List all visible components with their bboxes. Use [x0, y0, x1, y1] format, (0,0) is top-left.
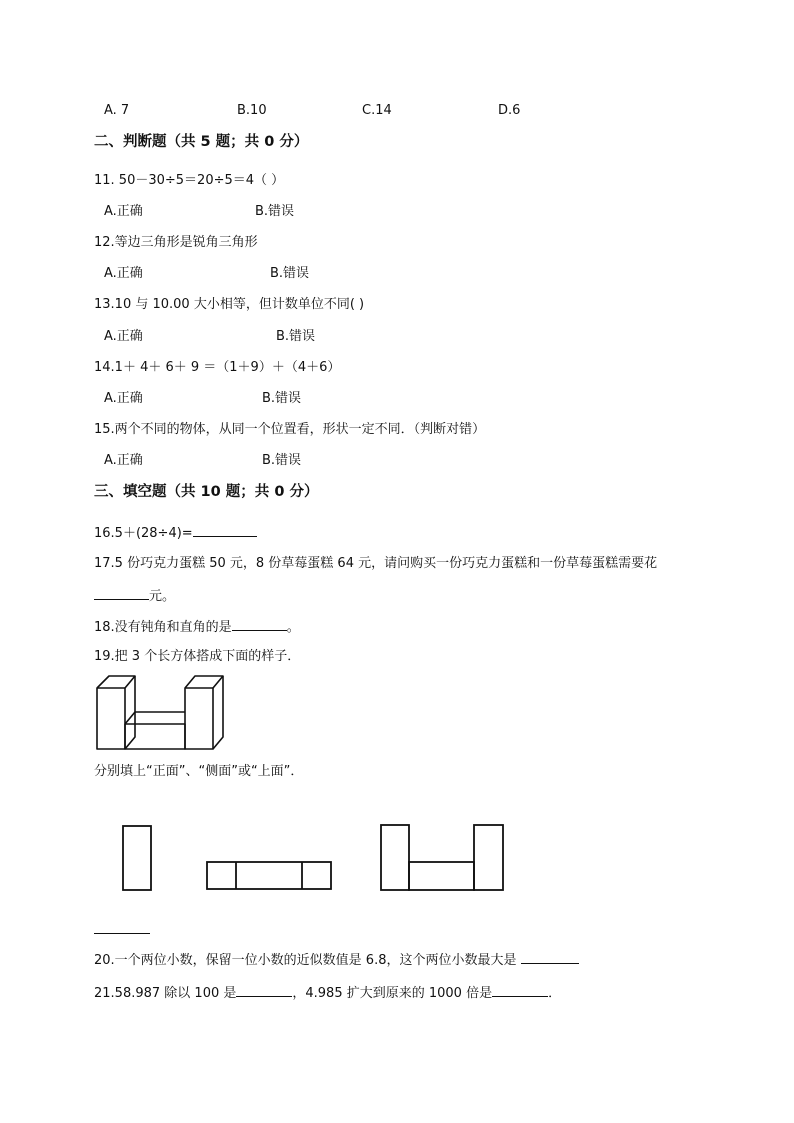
q10-option-d[interactable]: D.6 — [498, 103, 521, 118]
q20-answer-blank[interactable] — [521, 951, 579, 964]
question-17-line-2 — [94, 587, 175, 605]
q18-text: 18.没有钝角和直角的是 — [94, 620, 232, 635]
question-13: 13.10 与 10.00 大小相等，但计数单位不同( ) — [94, 297, 365, 312]
right-box-top — [185, 676, 223, 688]
q18-answer-blank[interactable] — [232, 618, 287, 631]
section-2-title: 二、判断题（共 5 题；共 0 分） — [94, 134, 309, 150]
middle-box-top — [125, 712, 185, 724]
q21-answer-blank-1[interactable] — [236, 984, 292, 997]
q17-answer-blank[interactable] — [94, 587, 149, 600]
q16-answer-blank[interactable] — [193, 524, 257, 537]
question-11: 11. 50－30÷5＝20÷5＝4（ ） — [94, 173, 285, 188]
q13-option-b[interactable]: B.错误 — [276, 329, 316, 344]
q12-option-b[interactable]: B.错误 — [270, 266, 310, 281]
right-box-front — [185, 688, 213, 749]
q14-option-a[interactable]: A.正确 — [104, 391, 143, 406]
question-20 — [94, 951, 579, 969]
q10-option-a[interactable]: A. 7 — [104, 103, 130, 118]
cuboids-figure — [95, 672, 225, 752]
question-14: 14.1＋ 4＋ 6＋ 9 ＝（1＋9）＋（4＋6） — [94, 360, 341, 375]
left-box-top — [97, 676, 135, 688]
view-side-figure — [122, 825, 154, 893]
q13-option-a[interactable]: A.正确 — [104, 329, 143, 344]
q15-option-a[interactable]: A.正确 — [104, 453, 143, 468]
question-19: 19.把 3 个长方体搭成下面的样子． — [94, 649, 301, 664]
q17-suffix: 元。 — [149, 589, 176, 604]
section-3-title: 三、填空题（共 10 题；共 0 分） — [94, 484, 319, 500]
q15-option-b[interactable]: B.错误 — [262, 453, 302, 468]
q21-suffix: ． — [548, 986, 562, 1001]
question-16 — [94, 524, 257, 542]
q20-text: 20.一个两位小数，保留一位小数的近似数值是 6.8，这个两位小数最大是 — [94, 953, 517, 968]
q16-text: 16.5＋(28÷4)= — [94, 526, 193, 541]
q10-option-b[interactable]: B.10 — [237, 103, 267, 118]
q21-text-2: ，4.985 扩大到原来的 1000 倍是 — [292, 986, 493, 1001]
q18-suffix: 。 — [286, 620, 300, 635]
question-21 — [94, 984, 561, 1002]
question-18 — [94, 618, 300, 636]
view-top-figure — [206, 860, 334, 892]
q21-text-1: 21.58.987 除以 100 是 — [94, 986, 237, 1001]
q19-answer-blank[interactable] — [94, 933, 150, 934]
left-box-front — [97, 688, 125, 749]
q12-option-a[interactable]: A.正确 — [104, 266, 143, 281]
middle-box-front — [125, 724, 185, 749]
q11-option-a[interactable]: A.正确 — [104, 204, 143, 219]
view-front-figure — [380, 823, 506, 893]
q14-option-b[interactable]: B.错误 — [262, 391, 302, 406]
question-17: 17.5 份巧克力蛋糕 50 元，8 份草莓蛋糕 64 元，请问购买一份巧克力蛋糕和一份草莓蛋糕需要花 — [94, 556, 658, 571]
question-15: 15.两个不同的物体，从同一个位置看，形状一定不同．（判断对错） — [94, 422, 486, 437]
q21-answer-blank-2[interactable] — [492, 984, 548, 997]
question-12: 12.等边三角形是锐角三角形 — [94, 235, 258, 250]
q10-option-c[interactable]: C.14 — [362, 103, 392, 118]
q19-instruction: 分别填上“正面”、“侧面”或“上面”． — [94, 764, 304, 779]
q11-option-b[interactable]: B.错误 — [255, 204, 295, 219]
